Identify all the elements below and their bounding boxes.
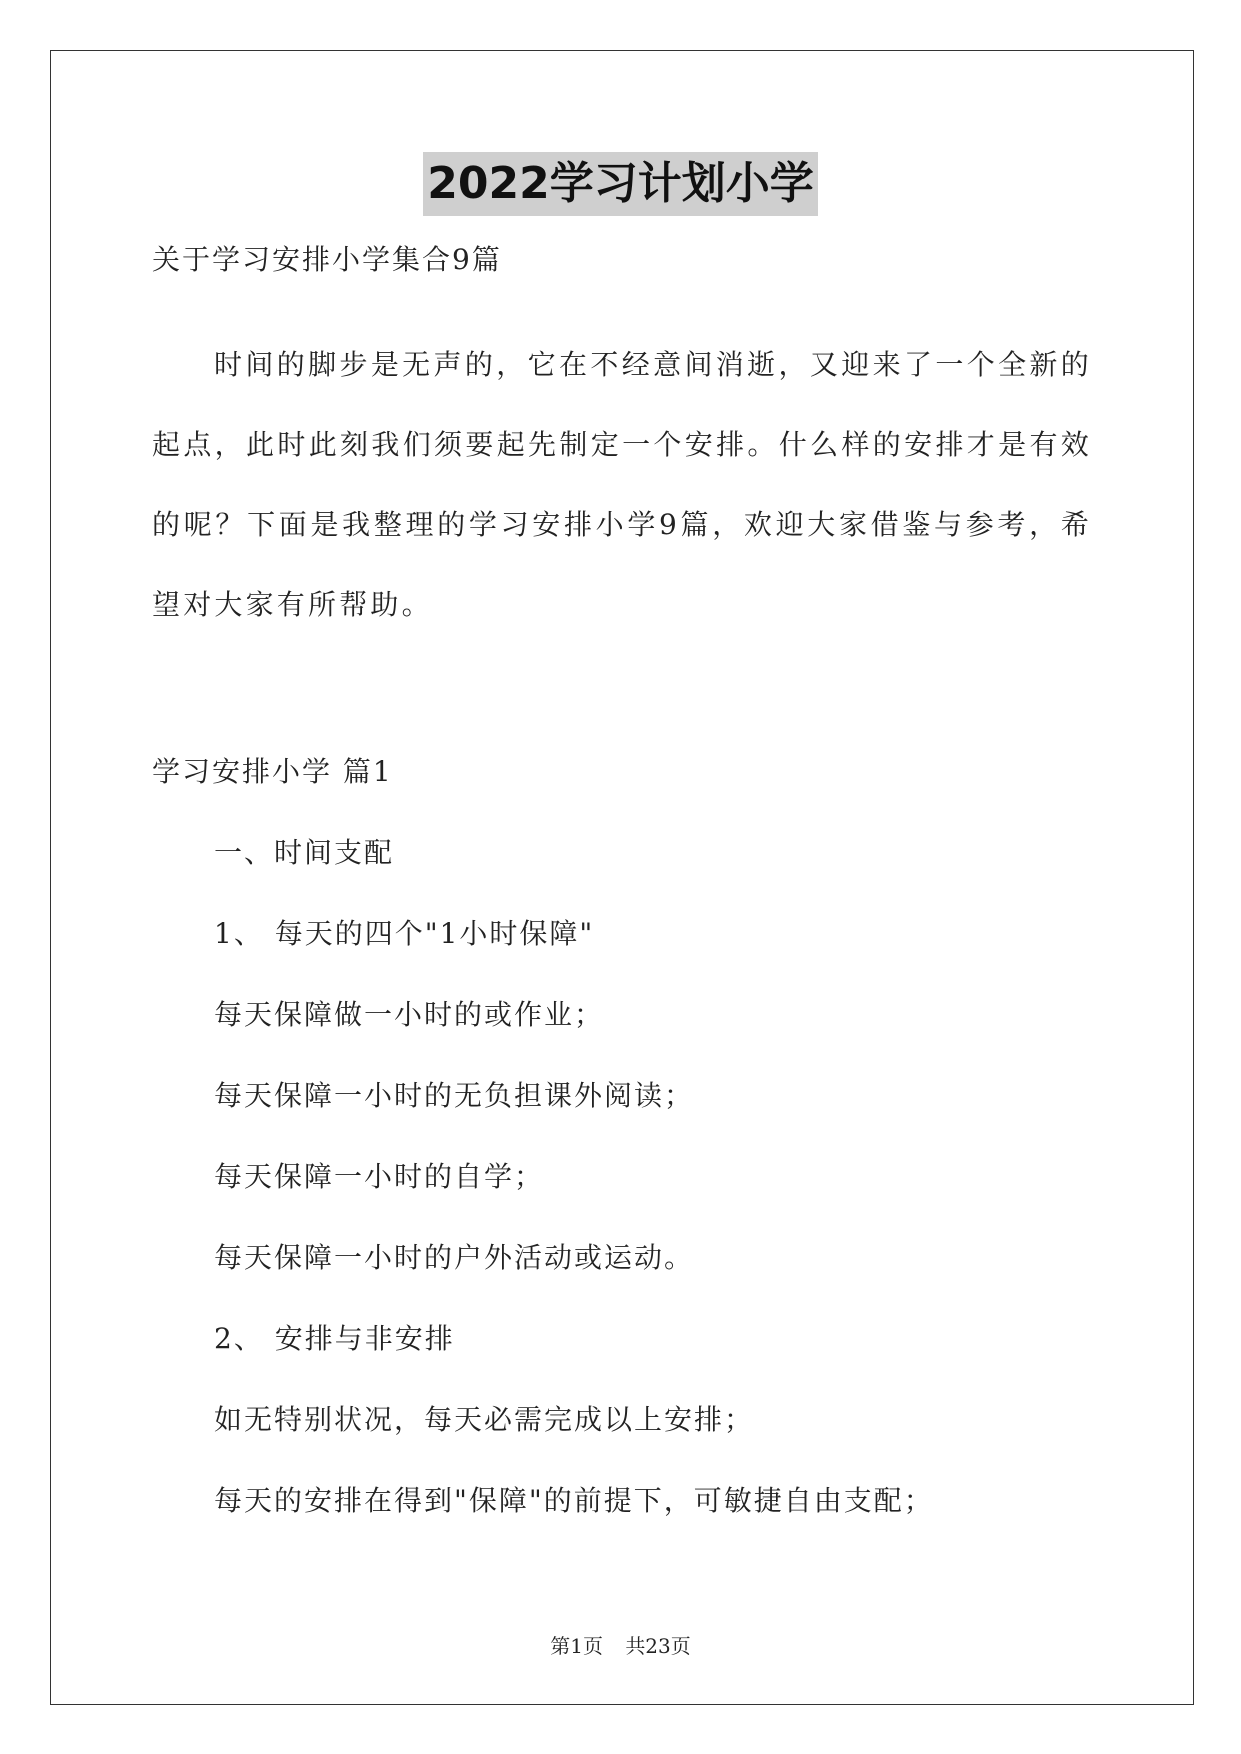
list-item: 2、 安排与非安排: [214, 1322, 455, 1355]
list-item: 如无特别状况，每天必需完成以上安排；: [214, 1403, 755, 1436]
section-heading: 学习安排小学 篇1: [152, 755, 393, 788]
list-item: 每天的安排在得到"保障"的前提下，可敏捷自由支配；: [214, 1484, 934, 1517]
document-title: 2022学习计划小学: [423, 152, 817, 216]
page-footer: [0, 1632, 1241, 1660]
list-item: 1、 每天的四个"1小时保障": [214, 917, 595, 950]
list-item: 一、时间支配: [214, 836, 395, 869]
document-subtitle: 关于学习安排小学集合9篇: [152, 243, 502, 276]
page-number: 第1页: [550, 1634, 603, 1658]
list-item: 每天保障做一小时的或作业；: [214, 998, 605, 1031]
list-item: 每天保障一小时的户外活动或运动。: [214, 1241, 695, 1274]
intro-paragraph: 时间的脚步是无声的，它在不经意间消逝，又迎来了一个全新的起点，此时此刻我们须要起先制定一个安排。什么样的安排才是有效的呢？下面是我整理的学习安排小学9篇，欢迎大家借鉴与参考，希望对大家有所帮助。: [152, 348, 1092, 621]
list-item: 每天保障一小时的自学；: [214, 1160, 545, 1193]
page-border: [50, 50, 1194, 1705]
title-wrap: [0, 152, 1241, 216]
list-item: 每天保障一小时的无负担课外阅读；: [214, 1079, 695, 1112]
page-total: 共23页: [625, 1634, 691, 1658]
